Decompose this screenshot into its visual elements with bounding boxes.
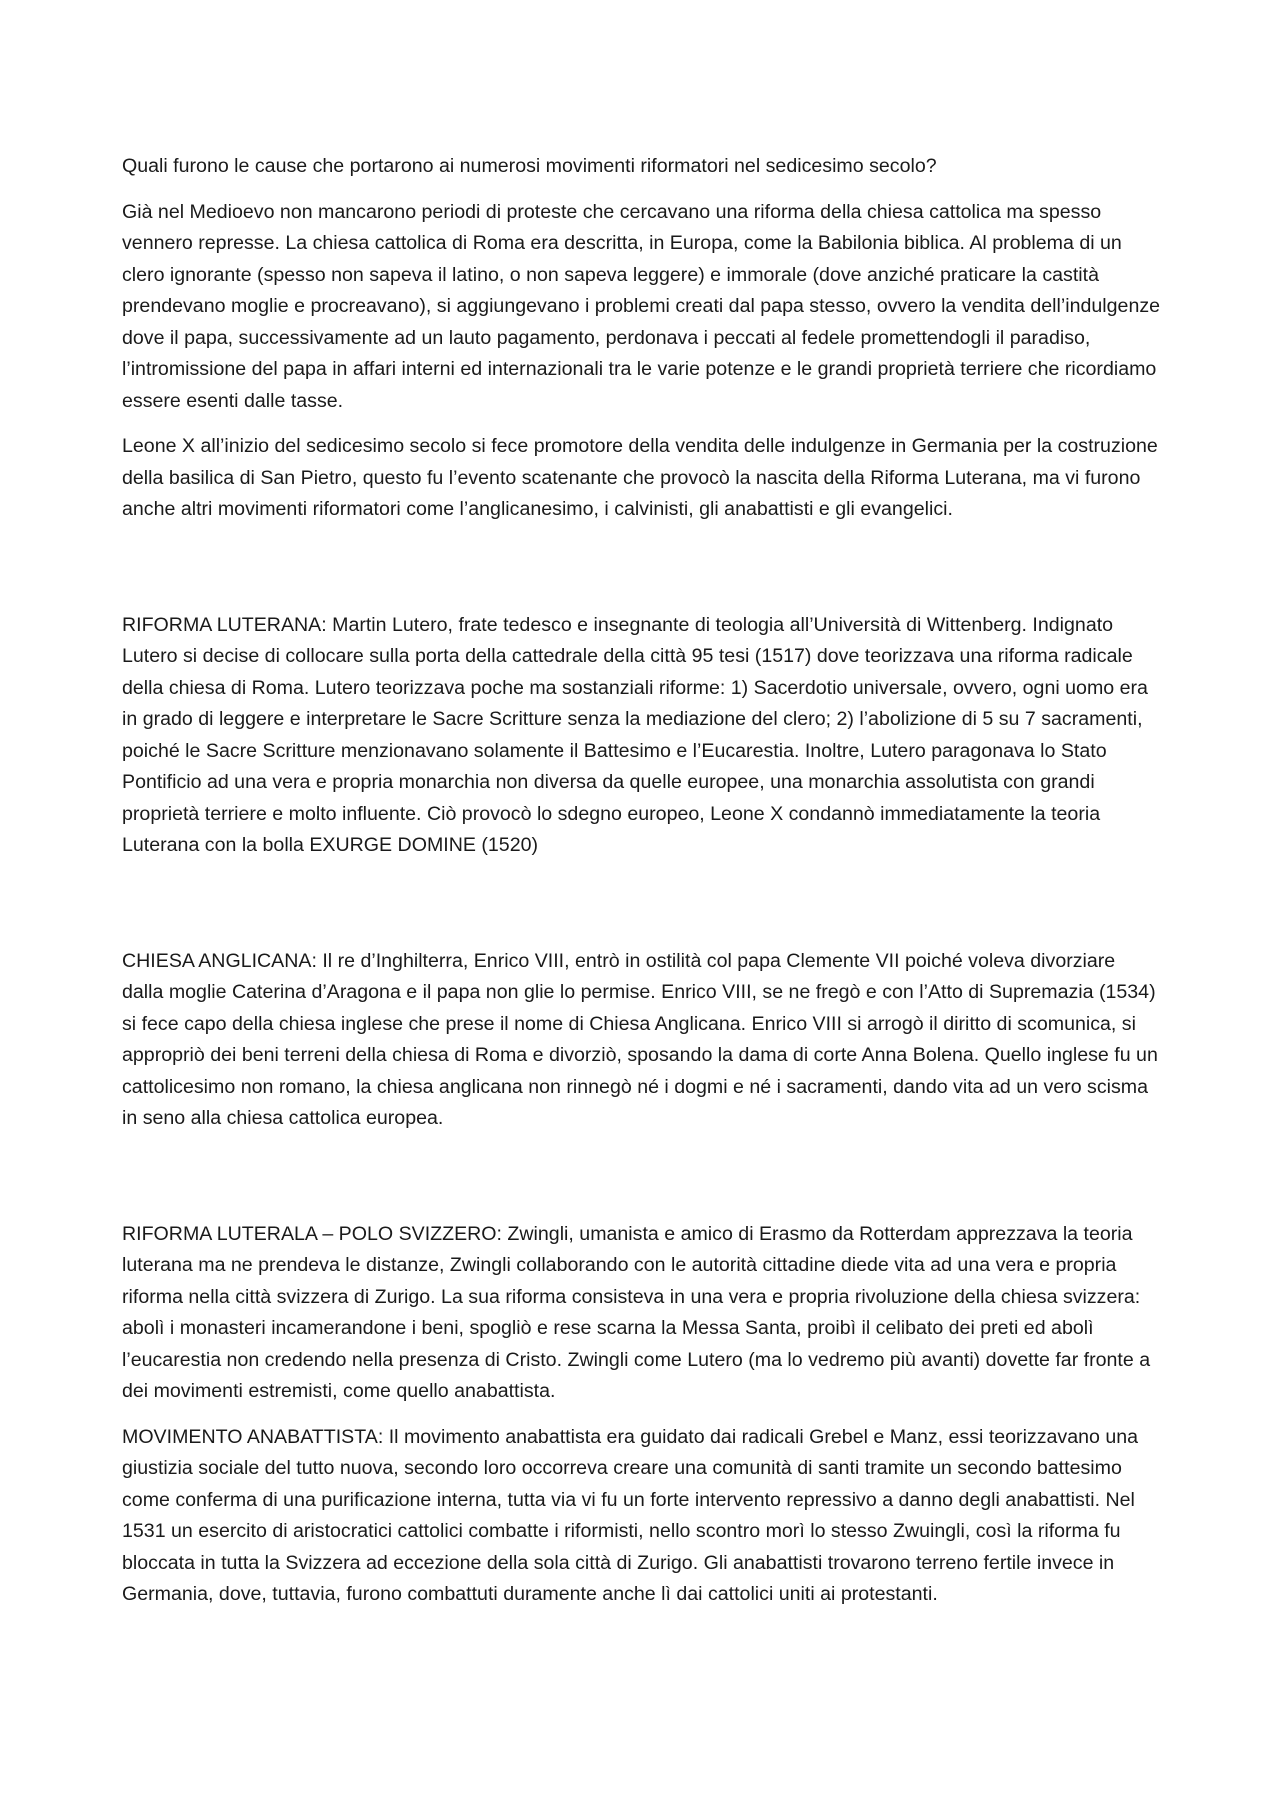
question-paragraph: Quali furono le cause che portarono ai numerosi movimenti riformatori nel sedicesimo secolo? — [122, 155, 937, 177]
intro-paragraph: Già nel Medioevo non mancarono periodi di proteste che cercavano una riforma della chiesa cattolica ma spesso vennero represse. La chiesa cattolica di Roma era descritta, in Europa, come la Babilonia biblica. Al problema di un clero ignorante (spesso non sapeva il latino, o non sapeva leggere) e immorale (dove anziché praticare la castità prendevano moglie e procreavano), si aggiungevano i problemi creati dal papa stesso, ovvero la vendita dell’indulgenze dove il papa, successivamente ad un lauto pagamento, perdonava i peccati al fedele promettendogli il paradiso, l’intromissione del papa in affari interni ed internazionali tra le varie potenze e le grandi proprietà terriere che ricordiamo essere esenti dalle tasse. — [122, 200, 1161, 412]
movimento-anabattista-paragraph: MOVIMENTO ANABATTISTA: Il movimento anabattista era guidato dai radicali Grebel e Manz, essi teorizzavano una giustizia sociale del tutto nuova, secondo loro occorreva creare una comunità di santi tramite un secondo battesimo come conferma di una purificazione interna, tutta via vi fu un forte intervento repressivo a danno degli anabattisti. Nel 1531 un esercito di aristocratici cattolici combatte i riformisti, nello scontro morì lo stesso Zwuingli, così la riforma fu bloccata in tutta la Svizzera ad eccezione della sola città di Zurigo. Gli anabattisti trovarono terreno fertile invece in Germania, dove, tuttavia, furono combattuti duramente anche lì dai cattolici uniti ai protestanti. — [122, 1425, 1139, 1605]
chiesa-anglicana-paragraph: CHIESA ANGLICANA: Il re d’Inghilterra, Enrico VIII, entrò in ostilità col papa Clemente VII poiché voleva divorziare dalla moglie Caterina d’Aragona e il papa non glie lo permise. Enrico VIII, se ne fregò e con l’Atto di Supremazia (1534) si fece capo della chiesa inglese che prese il nome di Chiesa Anglicana. Enrico VIII si arrogò il diritto di scomunica, si appropriò dei beni terreni della chiesa di Roma e divorziò, sposando la dama di corte Anna Bolena. Quello inglese fu un cattolicesimo non romano, la chiesa anglicana non rinnegò né i dogmi e né i sacramenti, dando vita ad un vero scisma in seno alla chiesa cattolica europea. — [122, 949, 1158, 1129]
leone-x-paragraph: Leone X all’inizio del sedicesimo secolo si fece promotore della vendita delle indulgenze in Germania per la costruzione della basilica di San Pietro, questo fu l’evento scatenante che provocò la nascita della Riforma Luterana, ma vi furono anche altri movimenti riformatori come l’anglicanesimo, i calvinisti, gli anabattisti e gli evangelici. — [122, 435, 1158, 520]
polo-svizzero-paragraph: RIFORMA LUTERALA – POLO SVIZZERO: Zwingli, umanista e amico di Erasmo da Rotterdam apprezzava la teoria luterana ma ne prendeva le distanze, Zwingli collaborando con le autorità cittadine diede vita ad una vera e propria riforma nella città svizzera di Zurigo. La sua riforma consisteva in una vera e propria rivoluzione della chiesa svizzera: abolì i monasteri incamerandone i beni, spogliò e rese scarna la Messa Santa, proibì il celibato dei preti ed abolì l’eucarestia non credendo nella presenza di Cristo. Zwingli come Lutero (ma lo vedremo più avanti) dovette far fronte a dei movimenti estremisti, come quello anabattista. — [122, 1222, 1151, 1402]
document-body — [122, 151, 1162, 1625]
riforma-luterana-paragraph: RIFORMA LUTERANA: Martin Lutero, frate tedesco e insegnante di teologia all’Università di Wittenberg. Indignato Lutero si decise di collocare sulla porta della cattedrale della città 95 tesi (1517) dove teorizzava una riforma radicale della chiesa di Roma. Lutero teorizzava poche ma sostanziali riforme: 1) Sacerdotio universale, ovvero, ogni uomo era in grado di leggere e interpretare le Sacre Scritture senza la mediazione del clero; 2) l’abolizione di 5 su 7 sacramenti, poiché le Sacre Scritture menzionavano solamente il Battesimo e l’Eucarestia. Inoltre, Lutero paragonava lo Stato Pontificio ad una vera e propria monarchia non diversa da quelle europee, una monarchia assolutista con grandi proprietà terriere e molto influente. Ciò provocò lo sdegno europeo, Leone X condannò immediatamente la teoria Luterana con la bolla EXURGE DOMINE (1520) — [122, 613, 1148, 856]
